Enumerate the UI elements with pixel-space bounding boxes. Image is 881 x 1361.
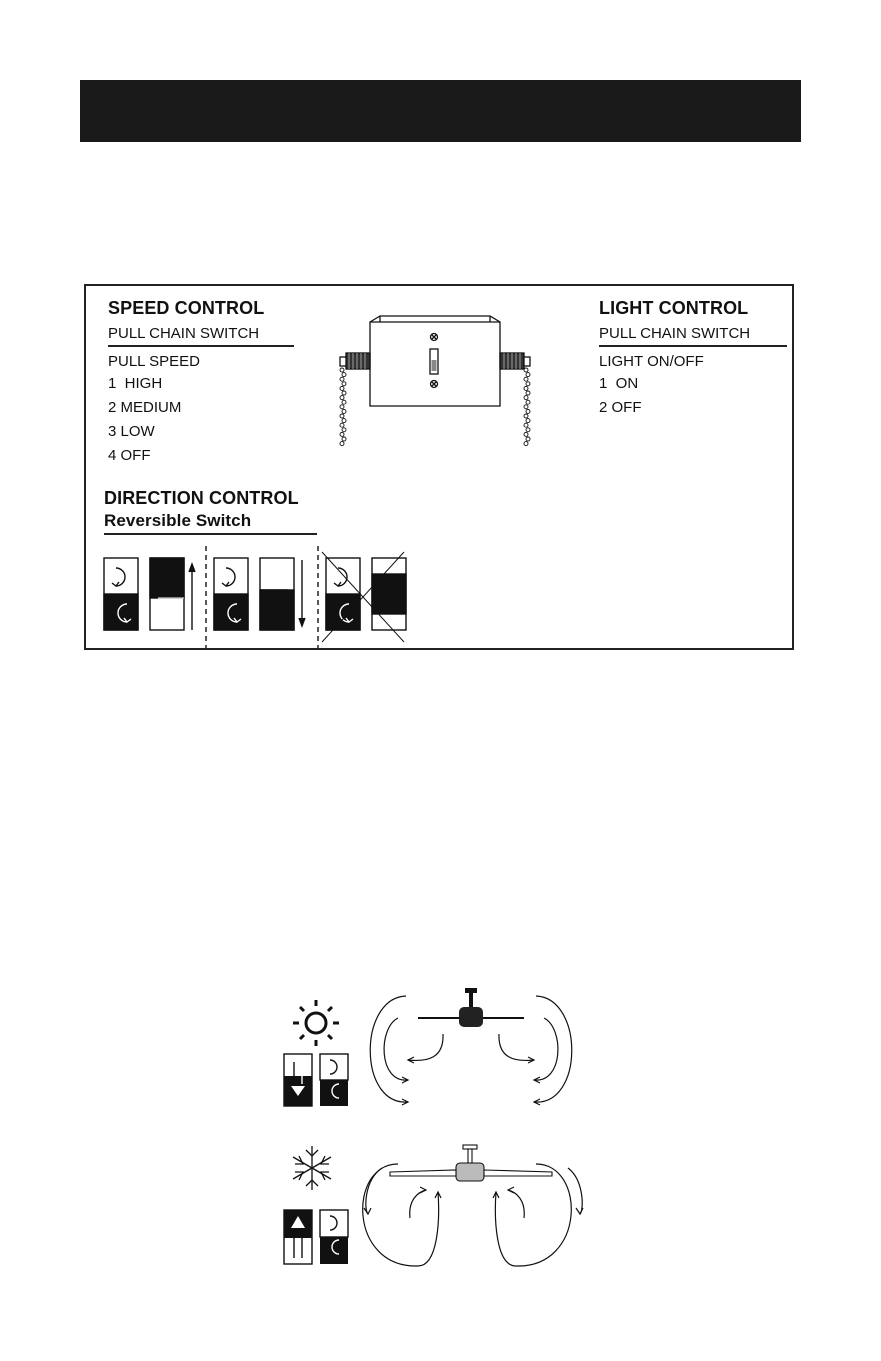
chain-bead: [342, 400, 346, 404]
speed-list-item: 2 MEDIUM: [108, 399, 182, 416]
chain-bead: [340, 414, 344, 418]
chain-bead: [524, 442, 528, 446]
chain-bead: [340, 377, 344, 381]
controls-panel: [84, 284, 794, 650]
switch-state-1: [104, 558, 195, 630]
chain-bead: [342, 409, 346, 413]
light-control-subtitle: PULL CHAIN SWITCH: [599, 325, 751, 342]
light-list: [599, 372, 642, 420]
chain-bead: [526, 373, 530, 377]
rotation-icon: [320, 1054, 348, 1106]
chain-bead: [524, 396, 528, 400]
chain-bead: [342, 391, 346, 395]
chain-bead: [526, 428, 530, 432]
speed-control-title: SPEED CONTROL: [108, 298, 265, 318]
fan-icon: [390, 1145, 552, 1181]
chain-bead: [524, 386, 528, 390]
direction-control-rule: [104, 533, 317, 535]
chain-bead: [340, 432, 344, 436]
chain-bead: [524, 377, 528, 381]
chain-bead: [340, 368, 344, 372]
chain-bead: [526, 419, 530, 423]
switch-state-2: [214, 558, 305, 630]
chain-bead: [340, 423, 344, 427]
light-list-item: 1 ON: [599, 375, 639, 392]
chain-bead: [526, 437, 530, 441]
switch-state-invalid: [322, 552, 406, 642]
chain-bead: [524, 432, 528, 436]
fan-icon: [418, 988, 524, 1027]
switch-down-icon: [284, 1054, 312, 1106]
reversible-switch-states: [100, 538, 410, 650]
rotation-icon: [320, 1210, 348, 1264]
chain-bead: [340, 442, 344, 446]
speed-list-title: PULL SPEED: [108, 353, 200, 370]
chain-bead: [526, 409, 530, 413]
chain-bead: [526, 382, 530, 386]
speed-control-subtitle: PULL CHAIN SWITCH: [108, 325, 260, 342]
speed-list-item: 1 HIGH: [108, 375, 163, 392]
winter-airflow-diagram: [278, 1140, 608, 1270]
summer-airflow-diagram: [278, 988, 608, 1118]
chain-bead: [342, 373, 346, 377]
chain-bead: [342, 419, 346, 423]
switch-box-illustration: [330, 310, 530, 450]
chain-bead: [342, 437, 346, 441]
switch-up-icon: [284, 1210, 312, 1264]
chain-bead: [524, 414, 528, 418]
chain-bead: [524, 368, 528, 372]
chain-bead: [340, 396, 344, 400]
chain-bead: [340, 386, 344, 390]
light-control-rule: [599, 345, 787, 347]
light-list-title: LIGHT ON/OFF: [599, 353, 704, 370]
speed-list-item: 4 OFF: [108, 447, 151, 464]
chain-bead: [526, 400, 530, 404]
speed-list-item: 3 LOW: [108, 423, 155, 440]
light-list-item: 2 OFF: [599, 399, 642, 416]
light-control-title: LIGHT CONTROL: [599, 298, 749, 318]
direction-control-title: DIRECTION CONTROL: [104, 488, 299, 508]
chain-bead: [526, 391, 530, 395]
section-header-bar: [80, 80, 801, 142]
speed-control-rule: [108, 345, 294, 347]
chain-bead: [340, 405, 344, 409]
snowflake-icon: [293, 1146, 331, 1190]
chain-bead: [524, 405, 528, 409]
speed-list: [108, 372, 181, 468]
chain-bead: [342, 382, 346, 386]
chain-bead: [342, 428, 346, 432]
direction-control-subtitle: Reversible Switch: [104, 511, 252, 530]
sun-icon: [293, 1000, 339, 1046]
chain-bead: [524, 423, 528, 427]
